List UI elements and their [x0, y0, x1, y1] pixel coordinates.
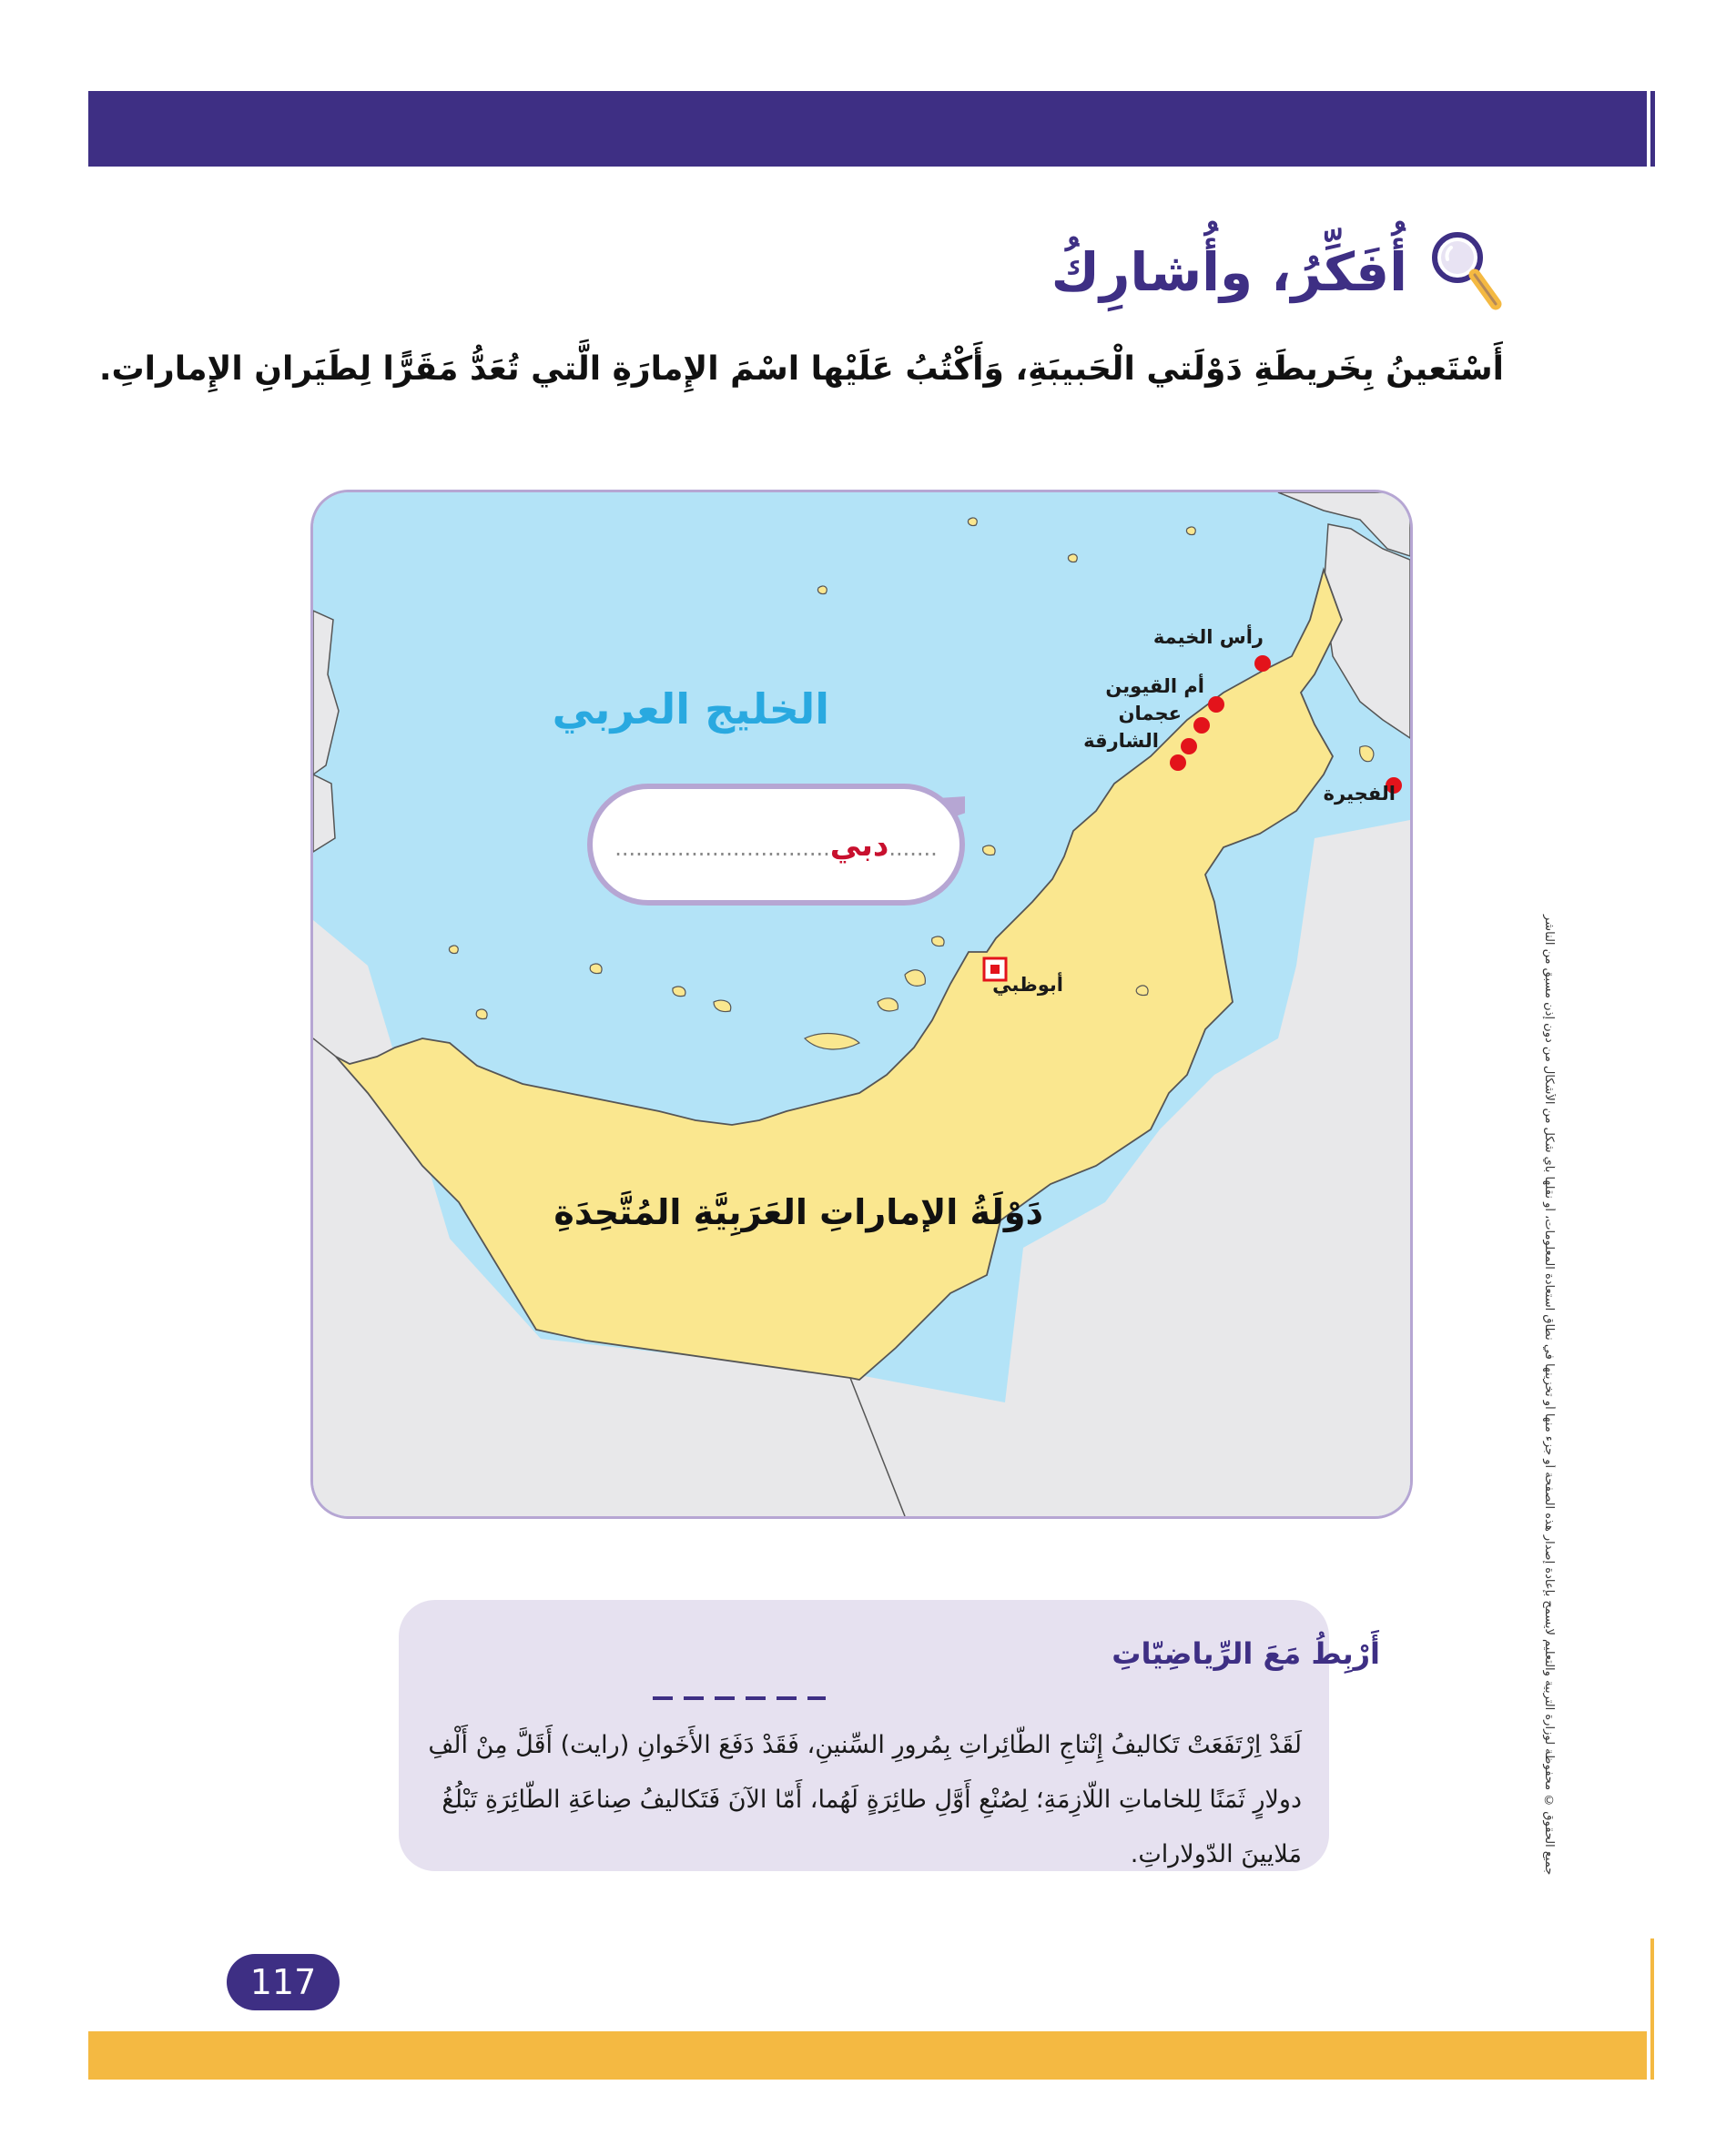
island — [983, 845, 995, 855]
city-label-umm-al-quwain: أم القيوين — [1105, 675, 1204, 697]
islet — [968, 518, 977, 526]
footer-band — [88, 2031, 1647, 2080]
math-box-body: لَقَدْ اِرْتَفَعَتْ تَكاليفُ إِنْتاجِ الطّائِراتِ بِمُرورِ السِّنينِ، فَقَدْ دَفَعَ الأَخَوانِ (رايت) أَقَلَّ مِنْ أَلْفِ دولارٍ ثَمَنًا لِلخاماتِ اللّازِمَةِ؛ لِصُنْعِ أَوَّلِ طائِرَةٍ لَهُما، أَمّا الآنَ فَتَكاليفُ صِناعَةِ الطّائِرَةِ تَبْلُغُ مَلايينَ الدّولاراتِ. — [428, 1731, 1302, 1868]
answer-value[interactable]: دبي — [829, 827, 889, 864]
islet — [1186, 527, 1195, 535]
city-dot-umm-al-quwain — [1208, 696, 1224, 713]
islet — [817, 586, 827, 594]
island — [590, 964, 602, 974]
qatar-south-land — [313, 774, 335, 852]
answer-dots-right: ....... — [888, 835, 938, 861]
island — [932, 936, 944, 946]
city-label-fujairah: الفجيرة — [1323, 783, 1396, 805]
header-band — [88, 91, 1647, 167]
city-dot-sharjah — [1181, 738, 1197, 754]
islet — [449, 946, 458, 954]
city-dot-ras-al-khaimah — [1254, 655, 1271, 672]
section-title: أُفَكِّرُ، وأُشارِكُ — [1051, 241, 1407, 303]
islet — [1068, 554, 1077, 562]
city-dot-dubai — [1170, 754, 1186, 771]
instruction-text: أَسْتَعينُ بِخَريطَةِ دَوْلَتي الْحَبيبَةِ، وَأَكْتُبُ عَلَيْها اسْمَ الإِمارَةِ الَّتي تُعَدُّ مَقَرًّا لِطَيَرانِ الإِماراتِ. — [98, 350, 1504, 388]
city-label-abu-dhabi: أبوظبي — [992, 974, 1063, 996]
sea-label: الخليج العربي — [552, 684, 829, 734]
header-band-edge — [1650, 91, 1655, 167]
island — [476, 1009, 487, 1019]
math-box-title: أَرْبِطُ مَعَ الرِّياضِيّاتِ — [1112, 1636, 1380, 1671]
footer-band-edge — [1650, 1938, 1654, 2080]
answer-dots-left: ............................... — [614, 835, 830, 861]
city-label-ajman: عجمان — [1118, 703, 1182, 724]
answer-line — [587, 825, 965, 869]
island — [1136, 986, 1148, 996]
page-number: 117 — [227, 1954, 340, 2010]
magnifier-icon — [1429, 229, 1502, 313]
city-label-ras-al-khaimah: رأس الخيمة — [1152, 626, 1264, 648]
island — [673, 987, 685, 997]
city-label-sharjah: الشارقة — [1083, 730, 1159, 752]
capital-marker-inner — [990, 965, 1000, 974]
city-dot-ajman — [1193, 717, 1210, 734]
copyright-notice: جميع الحقوق © محفوظة لوزارة التربية والتعليم لايسمح بإعادة إصدار هذه الصفحة أو جزء منها أو تخزينها في نطاق استعادة المعلومات، أو نقلها بأي شكل من الأشكال من دون إذن مسبق من الناشر — [1542, 914, 1556, 1875]
country-label: دَوْلَةُ الإماراتِ العَرَبِيَّةِ المُتَّحِدَةِ — [553, 1192, 1043, 1232]
title-dashes — [653, 1695, 826, 1702]
